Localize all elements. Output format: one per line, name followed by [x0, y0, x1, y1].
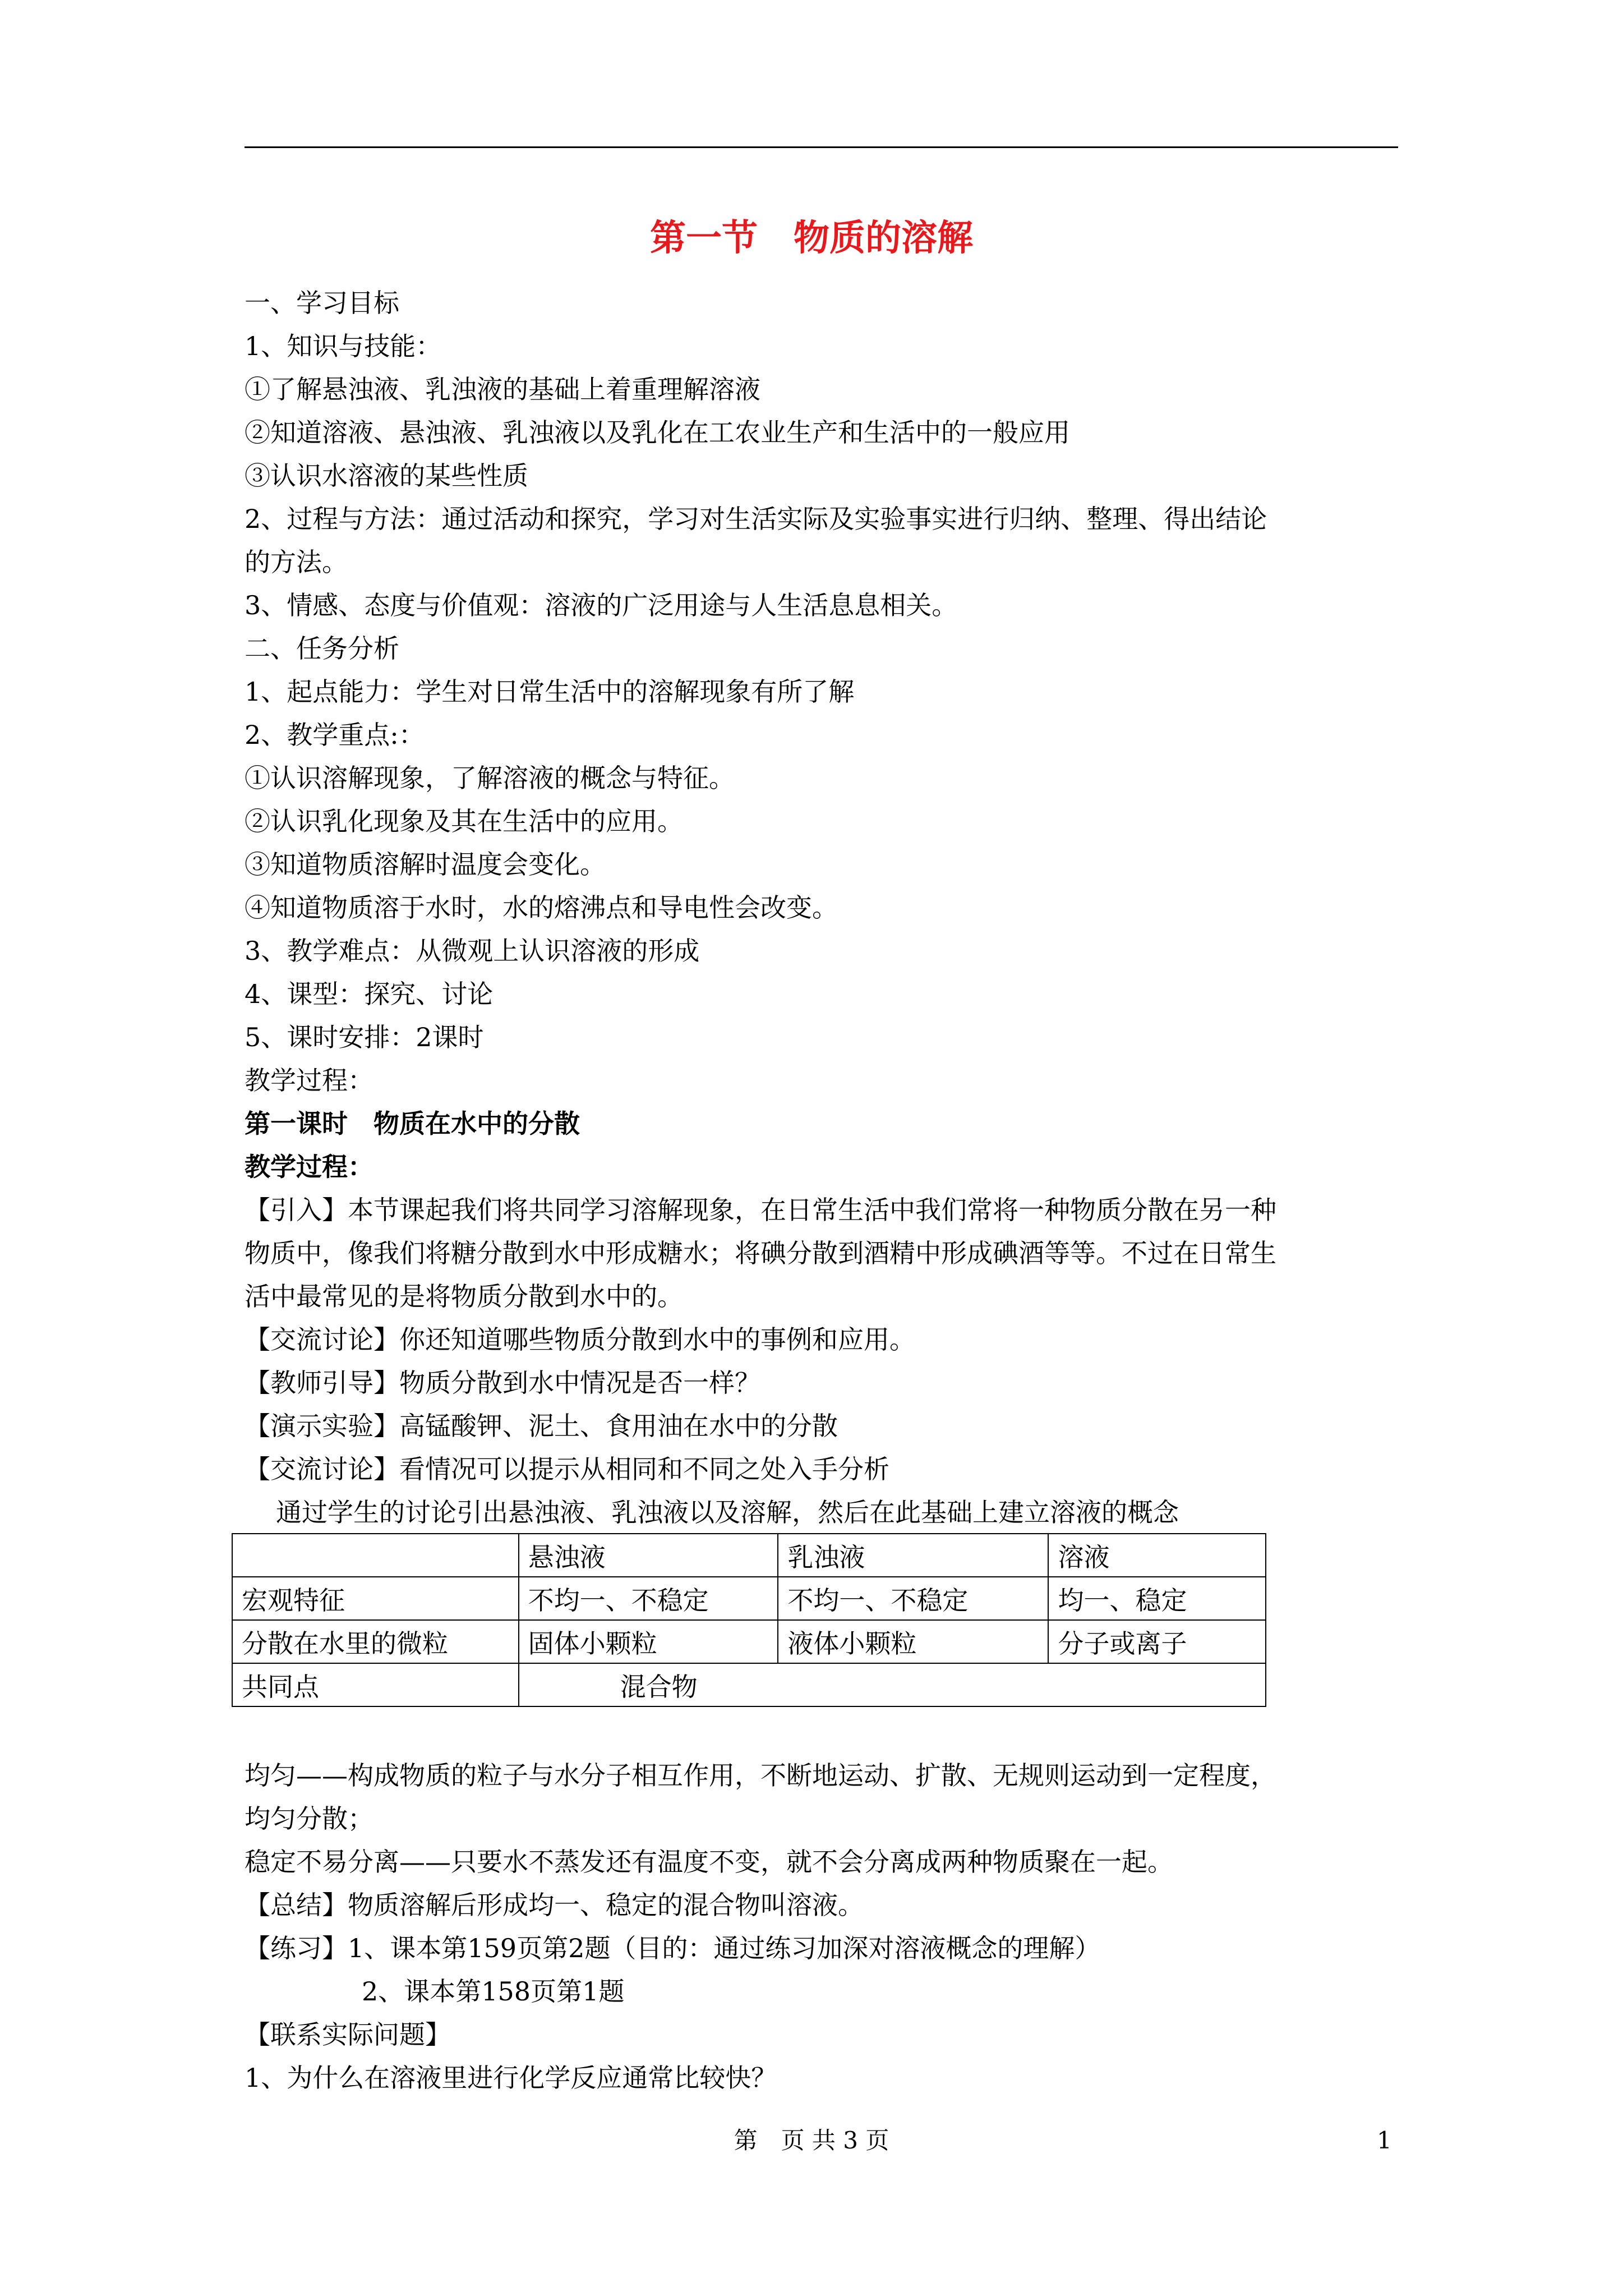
table-cell: 均一、稳定	[1048, 1577, 1266, 1620]
text-line: ④知道物质溶于水时，水的熔沸点和导电性会改变。	[245, 892, 838, 923]
text-line: 的方法。	[245, 547, 348, 577]
text-line: 均匀分散；	[245, 1803, 374, 1834]
text-line: 一、学习目标	[245, 288, 399, 318]
text-line: 5、课时安排：2课时	[245, 1022, 484, 1052]
text-line: 【练习】1、课本第159页第2题（目的：通过练习加深对溶液概念的理解）	[245, 1933, 1101, 1963]
table-cell: 不均一、不稳定	[778, 1577, 1048, 1620]
table-cell: 固体小颗粒	[519, 1620, 778, 1663]
text-line: 2、教学重点:：	[245, 720, 425, 750]
text-line: 通过学生的讨论引出悬浊液、乳浊液以及溶解，然后在此基础上建立溶液的概念	[276, 1497, 1179, 1527]
table-cell: 乳浊液	[778, 1534, 1048, 1577]
header-rule	[245, 146, 1398, 148]
table-cell: 混合物	[519, 1663, 1266, 1706]
text-line: 【总结】物质溶解后形成均一、稳定的混合物叫溶液。	[245, 1890, 864, 1920]
text-line: 1、为什么在溶液里进行化学反应通常比较快？	[245, 2063, 777, 2093]
text-line: 均匀——构成物质的粒子与水分子相互作用，不断地运动、扩散、无规则运动到一定程度，	[245, 1760, 1276, 1791]
text-line: ③认识水溶液的某些性质	[245, 461, 528, 491]
text-line: 【教师引导】物质分散到水中情况是否一样？	[245, 1368, 760, 1398]
table-cell	[232, 1534, 519, 1577]
text-line: 【引入】本节课起我们将共同学习溶解现象，在日常生活中我们常将一种物质分散在另一种	[245, 1195, 1276, 1225]
text-line: 3、教学难点：从微观上认识溶液的形成	[245, 936, 700, 966]
page-footer: 第 页 共 3 页	[734, 2127, 889, 2154]
text-line: ①认识溶解现象，了解溶液的概念与特征。	[245, 763, 735, 793]
page-title: 第一节 物质的溶解	[650, 218, 973, 259]
text-line: 稳定不易分离——只要水不蒸发还有温度不变，就不会分离成两种物质聚在一起。	[245, 1847, 1173, 1877]
text-line: 1、知识与技能：	[245, 331, 442, 361]
table-cell: 分散在水里的微粒	[232, 1620, 519, 1663]
lesson-heading: 第一课时 物质在水中的分散	[245, 1108, 580, 1139]
text-line: ③知道物质溶解时温度会变化。	[245, 849, 606, 880]
text-line: ②认识乳化现象及其在生活中的应用。	[245, 806, 683, 836]
text-line: 1、起点能力：学生对日常生活中的溶解现象有所了解	[245, 677, 855, 707]
text-line: ②知道溶液、悬浊液、乳浊液以及乳化在工农业生产和生活中的一般应用	[245, 417, 1070, 448]
table-row	[232, 1620, 1266, 1663]
text-line: 4、课型：探究、讨论	[245, 979, 494, 1009]
text-line: 【联系实际问题】	[245, 2019, 451, 2050]
table-row	[232, 1577, 1266, 1620]
text-line: 3、情感、态度与价值观：溶液的广泛用途与人生活息息相关。	[245, 590, 958, 620]
table-cell: 共同点	[232, 1663, 519, 1706]
section-heading: 教学过程：	[245, 1152, 374, 1182]
table-row	[232, 1663, 1266, 1706]
text-line: 活中最常见的是将物质分散到水中的。	[245, 1281, 683, 1312]
text-line: 【演示实验】高锰酸钾、泥土、食用油在水中的分散	[245, 1411, 838, 1441]
text-line: 教学过程：	[245, 1065, 374, 1096]
table-cell: 宏观特征	[232, 1577, 519, 1620]
text-line: 二、任务分析	[245, 633, 399, 664]
comparison-table	[232, 1533, 1266, 1707]
text-line: 【交流讨论】看情况可以提示从相同和不同之处入手分析	[245, 1454, 889, 1484]
table-cell: 悬浊液	[519, 1534, 778, 1577]
text-line: ①了解悬浊液、乳浊液的基础上着重理解溶液	[245, 374, 760, 404]
text-line: 2、过程与方法：通过活动和探究，学习对生活实际及实验事实进行归纳、整理、得出结论	[245, 504, 1267, 534]
page-number: 1	[1377, 2127, 1392, 2154]
text-line: 物质中，像我们将糖分散到水中形成糖水；将碘分散到酒精中形成碘酒等等。不过在日常生	[245, 1238, 1276, 1268]
text-line: 2、课本第158页第1题	[362, 1976, 625, 2007]
table-cell: 不均一、不稳定	[519, 1577, 778, 1620]
table-cell: 分子或离子	[1048, 1620, 1266, 1663]
table-cell: 溶液	[1048, 1534, 1266, 1577]
text-line: 【交流讨论】你还知道哪些物质分散到水中的事例和应用。	[245, 1324, 915, 1355]
table-cell: 液体小颗粒	[778, 1620, 1048, 1663]
table-header-row	[232, 1534, 1266, 1577]
